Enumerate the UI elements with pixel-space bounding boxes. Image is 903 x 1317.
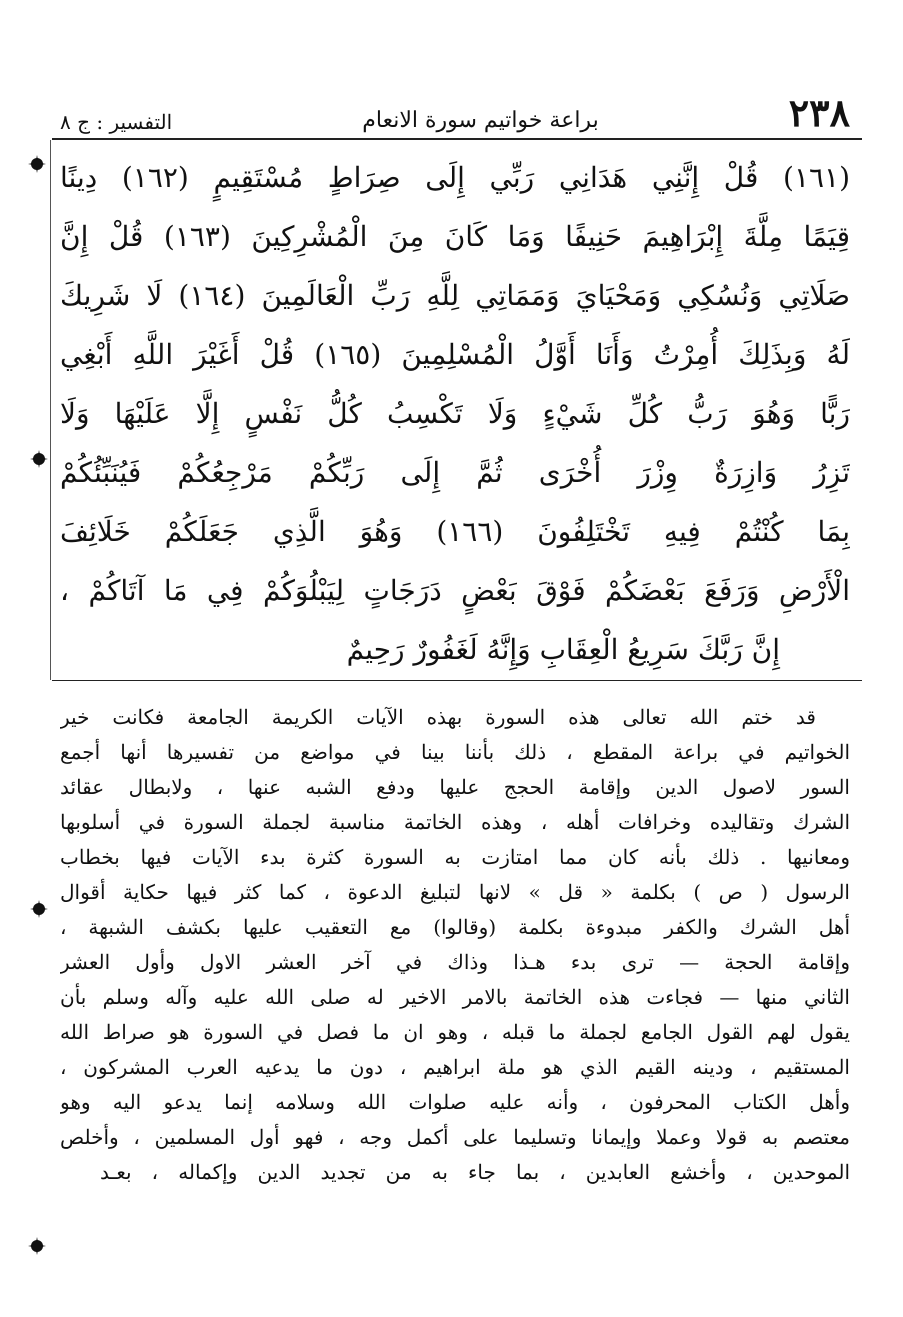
commentary-line: ومعانيها . ذلك بأنه كان مما امتازت به السورة كثرة بدء الآيات فيها بخطاب [60,845,850,869]
commentary-line: وأهل الكتاب المحرفون ، وأنه عليه صلوات الله وسلامه إنما يدعو اليه وهو [60,1090,850,1114]
running-title: براعة خواتيم سورة الانعام [362,108,599,133]
binding-hole-icon [30,450,48,468]
verse-line: إِنَّ رَبَّكَ سَرِيعُ الْعِقَابِ وَإِنَّهُ لَغَفُورٌ رَحِيمٌ [346,633,780,666]
commentary-text [60,700,850,1190]
page-number: ٢٣٨ [788,90,850,135]
verse-line: (١٦١) قُلْ إِنَّنِي هَدَانِي رَبِّي إِلَى صِرَاطٍ مُسْتَقِيمٍ (١٦٢) دِينًا [60,161,850,194]
commentary-line: قد ختم الله تعالى هذه السورة بهذه الآيات الكريمة الجامعة فكانت خير [60,705,816,729]
verse-line: تَزِرُ وَازِرَةٌ وِزْرَ أُخْرَى ثُمَّ إِلَى رَبِّكُمْ مَرْجِعُكُمْ فَيُنَبِّئُكُمْ [60,456,850,489]
commentary-line: السور لاصول الدين وإقامة الحجج عليها ودفع الشبه عنها ، ولابطال عقائد [60,775,850,799]
commentary-line: يقول لهم القول الجامع لجملة ما قبله ، وهو ان ما فصل في السورة هو صراط الله [60,1020,850,1044]
commentary-line: الموحدين ، وأخشع العابدين ، بما جاء به من تجديد الدين وإكماله ، بعـد [100,1160,850,1184]
commentary-line: المستقيم ، ودينه القيم الذي هو ملة ابراهيم ، دون ما يدعيه العرب المشركون ، [60,1055,850,1079]
commentary-line: أهل الشرك والكفر مبدوءة بكلمة (وقالوا) مع التعقيب عليها بكشف الشبهة ، [60,915,850,939]
header-rule [52,138,862,140]
verse-line: قِيَمًا مِلَّةَ إِبْرَاهِيمَ حَنِيفًا وَمَا كَانَ مِنَ الْمُشْرِكِينَ (١٦٣) قُلْ إِنَّ [60,220,850,253]
verse-line: لَهُ وَبِذَلِكَ أُمِرْتُ وَأَنَا أَوَّلُ الْمُسْلِمِينَ (١٦٥) قُلْ أَغَيْرَ اللَّهِ أَبْغِي [60,338,850,371]
verse-line: رَبًّا وَهُوَ رَبُّ كُلِّ شَيْءٍ وَلَا تَكْسِبُ كُلُّ نَفْسٍ إِلَّا عَلَيْهَا وَلَا [60,397,850,430]
commentary-line: وإقامة الحجة — ترى بدء هـذا وذاك في آخر العشر الاول وأول العشر [60,950,850,974]
verse-line: الْأَرْضِ وَرَفَعَ بَعْضَكُمْ فَوْقَ بَعْضٍ دَرَجَاتٍ لِيَبْلُوَكُمْ فِي مَا آتَاكُمْ ، [60,574,850,607]
page-header [60,88,850,135]
verse-line: بِمَا كُنْتُمْ فِيهِ تَخْتَلِفُونَ (١٦٦) وَهُوَ الَّذِي جَعَلَكُمْ خَلَائِفَ [60,515,850,548]
commentary-line: الثاني منها — فجاءت هذه الخاتمة بالامر الاخير له صلى الله عليه وآله وسلم بأن [60,985,850,1009]
commentary-line: الشرك وتقاليده وخرافات أهله ، وهذه الخاتمة مناسبة لجملة السورة في أسلوبها [60,810,850,834]
quran-verses [60,148,850,679]
commentary-line: معتصم به قولا وعملا وإيمانا وتسليما على أكمل وجه ، فهو أول المسلمين ، وأخلص [60,1125,850,1149]
margin-rule [50,140,51,680]
section-divider [52,680,862,681]
binding-hole-icon [28,155,46,173]
binding-hole-icon [28,1237,46,1255]
verse-line: صَلَاتِي وَنُسُكِي وَمَحْيَايَ وَمَمَاتِي لِلَّهِ رَبِّ الْعَالَمِينَ (١٦٤) لَا شَرِيكَ [60,279,850,312]
volume-label: التفسير : ج ٨ [60,110,173,134]
commentary-line: الرسول ( ص ) بكلمة « قل » لانها لتبليغ الدعوة ، كما كثر فيها حكاية أقوال [60,880,850,904]
commentary-line: الخواتيم في براعة المقطع ، ذلك بأننا بينا في مواضع من تفسيرها أنها أجمع [60,740,850,764]
binding-hole-icon [30,900,48,918]
